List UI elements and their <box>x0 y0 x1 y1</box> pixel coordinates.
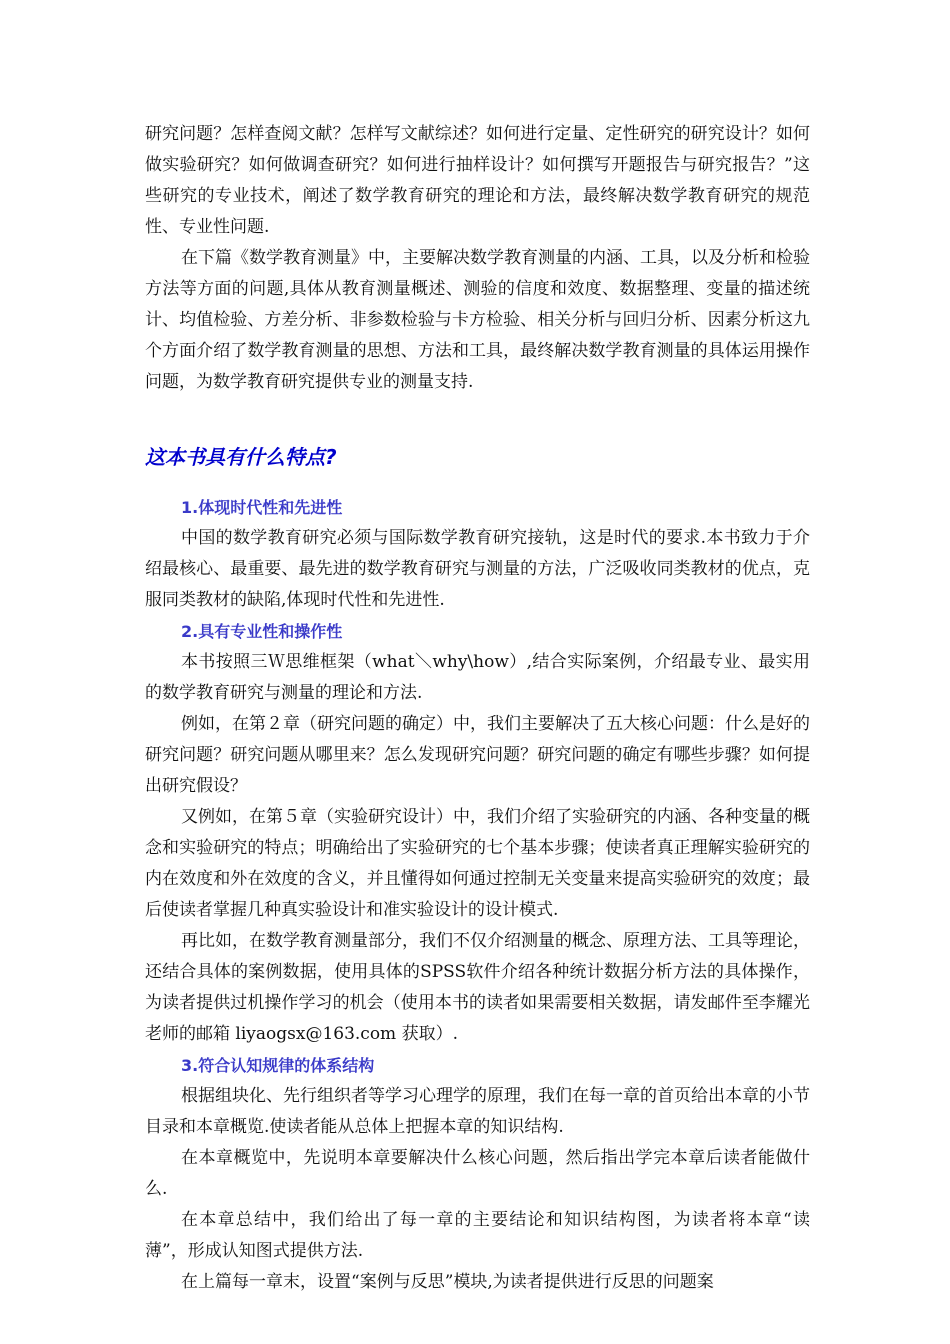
feature-3-paragraph-1: 根据组块化、先行组织者等学习心理学的原理，我们在每一章的首页给出本章的小节目录和本章概览.使读者能从总体上把握本章的知识结构. <box>145 1086 810 1137</box>
feature-3-heading: 3.符合认知规律的体系结构 <box>181 1056 375 1075</box>
intro-paragraph-2: 在下篇《数学教育测量》中，主要解决数学教育测量的内涵、工具，以及分析和检验方法等方面的问题,具体从教育测量概述、测验的信度和效度、数据整理、变量的描述统计、均值检验、方差分析、非参数检验与卡方检验、相关分析与回归分析、因素分析这九个方面介绍了数学教育测量的思想、方法和工具，最终解决数学教育测量的具体运用操作问题，为数学教育研究提供专业的测量支持. <box>145 248 810 392</box>
feature-1-heading: 1.体现时代性和先进性 <box>181 498 343 517</box>
page-content <box>145 119 810 1298</box>
feature-3-paragraph-2: 在本章概览中，先说明本章要解决什么核心问题，然后指出学完本章后读者能做什么. <box>145 1148 810 1199</box>
feature-3-paragraph-4: 在上篇每一章末，设置“案例与反思”模块,为读者提供进行反思的问题案 <box>181 1272 714 1292</box>
intro-paragraph-1: 研究问题？怎样查阅文献？怎样写文献综述？如何进行定量、定性研究的研究设计？如何做实验研究？如何做调查研究？如何进行抽样设计？如何撰写开题报告与研究报告？”这些研究的专业技术，阐述了数学教育研究的理论和方法，最终解决数学教育研究的规范性、专业性问题. <box>145 124 810 237</box>
feature-2-paragraph-2: 例如，在第２章（研究问题的确定）中，我们主要解决了五大核心问题：什么是好的研究问题？研究问题从哪里来？怎么发现研究问题？研究问题的确定有哪些步骤？如何提出研究假设？ <box>145 714 810 796</box>
feature-2-paragraph-3: 又例如，在第５章（实验研究设计）中，我们介绍了实验研究的内涵、各种变量的概念和实验研究的特点；明确给出了实验研究的七个基本步骤；使读者真正理解实验研究的内在效度和外在效度的含义，并且懂得如何通过控制无关变量来提高实验研究的效度；最后使读者掌握几种真实验设计和准实验设计的设计模式. <box>145 807 810 920</box>
section-heading-features: 这本书具有什么特点? <box>145 445 337 469</box>
feature-1-paragraph-1: 中国的数学教育研究必须与国际数学教育研究接轨，这是时代的要求.本书致力于介绍最核心、最重要、最先进的数学教育研究与测量的方法，广泛吸收同类教材的优点，克服同类教材的缺陷,体现时代性和先进性. <box>145 528 810 610</box>
feature-2-paragraph-1: 本书按照三Ｗ思维框架（what＼why\how）,结合实际案例，介绍最专业、最实用的数学教育研究与测量的理论和方法. <box>145 652 810 703</box>
feature-2-heading: 2.具有专业性和操作性 <box>181 622 343 641</box>
feature-3-paragraph-3: 在本章总结中，我们给出了每一章的主要结论和知识结构图，为读者将本章“读薄”，形成认知图式提供方法. <box>145 1210 810 1261</box>
feature-2-paragraph-4: 再比如，在数学教育测量部分，我们不仅介绍测量的概念、原理方法、工具等理论，还结合具体的案例数据，使用具体的SPSS软件介绍各种统计数据分析方法的具体操作，为读者提供过机操作学习的机会（使用本书的读者如果需要相关数据，请发邮件至李耀光老师的邮箱 liyaogsx@163.com 获取）. <box>145 931 810 1044</box>
